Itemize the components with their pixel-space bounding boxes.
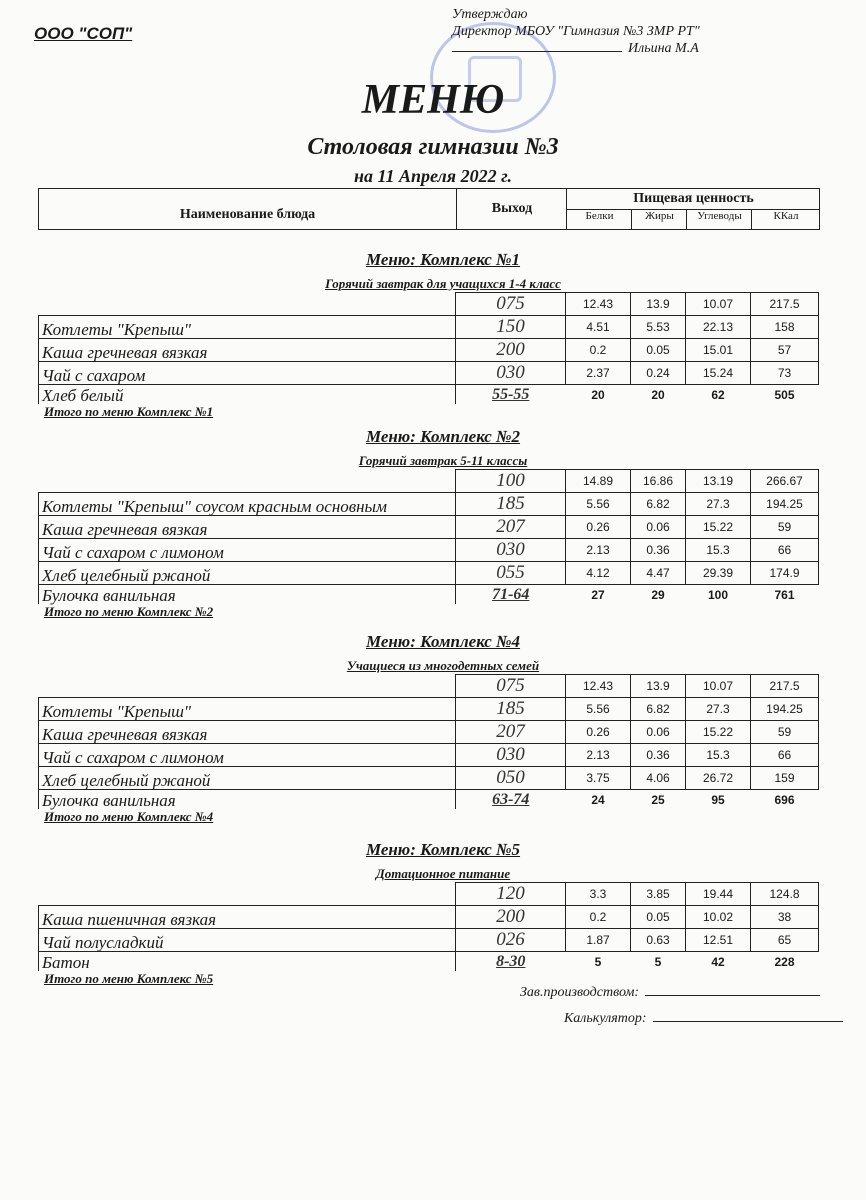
kcal-cell: 73: [751, 362, 819, 385]
carbs-cell: 95: [711, 792, 725, 807]
protein-cell: 4.12: [566, 562, 631, 585]
table-row: [39, 293, 819, 316]
fat-cell: 20: [651, 387, 665, 402]
dish-name-cell: Котлеты "Крепыш": [39, 316, 456, 339]
protein-cell: 5.56: [566, 698, 631, 721]
dish-name-cell: Хлеб белый: [39, 385, 456, 405]
fat-cell: 0.05: [631, 906, 686, 929]
signatures: [520, 985, 843, 1037]
protein-cell: 12.43: [566, 293, 631, 316]
fat-cell: 6.82: [631, 493, 686, 516]
dish-name-cell: Чай с сахаром: [39, 362, 456, 385]
menu-table: [38, 882, 819, 971]
dish-name-cell: Каша пшеничная вязкая: [39, 906, 456, 929]
section-total-label: Итого по меню Комплекс №1: [44, 404, 214, 419]
fat-cell: 29: [651, 587, 665, 602]
yield-cell: 55-55: [492, 385, 530, 403]
page-subtitle: Столовая гимназии №3: [307, 134, 559, 160]
fat-cell: 0.36: [631, 539, 686, 562]
fat-cell: 0.24: [631, 362, 686, 385]
table-row: [39, 562, 819, 585]
carbs-cell: 10.02: [686, 906, 751, 929]
table-row: [39, 698, 819, 721]
production-signature-line: [645, 995, 820, 996]
yield-cell: 207: [456, 721, 566, 744]
kcal-cell: 194.25: [751, 698, 819, 721]
yield-cell: 200: [456, 339, 566, 362]
carbs-cell: 19.44: [686, 883, 751, 906]
section-title: Меню: Комплекс №4: [365, 632, 521, 651]
protein-cell: 12.43: [566, 675, 631, 698]
kcal-cell: 66: [751, 539, 819, 562]
table-row: [39, 339, 819, 362]
protein-cell: 3.3: [566, 883, 631, 906]
approval-block: [452, 6, 700, 57]
header-fat: Жиры: [631, 210, 687, 229]
yield-cell: 026: [456, 929, 566, 952]
yield-cell: 055: [456, 562, 566, 585]
table-row: [39, 675, 819, 698]
header-carbs: Углеводы: [686, 210, 752, 229]
section-subtitle: Горячий завтрак 5-11 классы: [358, 453, 528, 468]
section-title: Меню: Комплекс №5: [365, 840, 521, 859]
table-row: [39, 906, 819, 929]
dish-name-cell: [39, 883, 456, 906]
yield-cell: 100: [456, 470, 566, 493]
kcal-cell: 696: [774, 792, 795, 807]
yield-cell: 8-30: [496, 952, 526, 970]
table-row: [39, 744, 819, 767]
dish-name-cell: Хлеб целебный ржаной: [39, 767, 456, 790]
kcal-cell: 158: [751, 316, 819, 339]
table-row: [39, 585, 819, 605]
dish-name-cell: Чай полусладкий: [39, 929, 456, 952]
dish-name-cell: Булочка ванильная: [39, 585, 456, 605]
carbs-cell: 29.39: [686, 562, 751, 585]
header-kcal: ККал: [751, 210, 820, 229]
dish-name-cell: Котлеты "Крепыш": [39, 698, 456, 721]
director-name: Ильина М.А: [628, 41, 699, 56]
yield-cell: 71-64: [492, 585, 530, 603]
header-protein: Белки: [566, 210, 632, 229]
dish-name-cell: [39, 470, 456, 493]
protein-cell: 5.56: [566, 493, 631, 516]
table-row: [39, 385, 819, 405]
menu-table: [38, 469, 819, 604]
table-row: [39, 516, 819, 539]
kcal-cell: 266.67: [751, 470, 819, 493]
kcal-cell: 217.5: [751, 293, 819, 316]
protein-cell: 2.37: [566, 362, 631, 385]
yield-cell: 150: [456, 316, 566, 339]
carbs-cell: 26.72: [686, 767, 751, 790]
protein-cell: 2.13: [566, 744, 631, 767]
table-row: [39, 721, 819, 744]
calculator-label: Калькулятор:: [564, 1011, 647, 1026]
dish-name-cell: Котлеты "Крепыш" соусом красным основным: [39, 493, 456, 516]
table-row: [39, 470, 819, 493]
section-total-label: Итого по меню Комплекс №5: [44, 971, 214, 986]
table-row: [39, 362, 819, 385]
table-row: [39, 493, 819, 516]
section-complex-5: [38, 840, 818, 987]
production-label: Зав.производством:: [520, 985, 640, 1000]
fat-cell: 4.47: [631, 562, 686, 585]
kcal-cell: 159: [751, 767, 819, 790]
kcal-cell: 57: [751, 339, 819, 362]
dish-name-cell: Булочка ванильная: [39, 790, 456, 810]
protein-cell: 4.51: [566, 316, 631, 339]
organization-name: ООО "СОП": [34, 24, 133, 43]
dish-name-cell: Каша гречневая вязкая: [39, 339, 456, 362]
protein-cell: 1.87: [566, 929, 631, 952]
menu-date: на 11 Апреля 2022 г.: [354, 166, 512, 186]
table-header: [38, 188, 820, 230]
fat-cell: 0.63: [631, 929, 686, 952]
header-yield: Выход: [456, 189, 567, 229]
kcal-cell: 59: [751, 516, 819, 539]
table-row: [39, 539, 819, 562]
kcal-cell: 38: [751, 906, 819, 929]
yield-cell: 075: [456, 675, 566, 698]
protein-cell: 20: [591, 387, 605, 402]
yield-cell: 185: [456, 698, 566, 721]
signature-line: [452, 51, 622, 52]
dish-name-cell: Батон: [39, 952, 456, 972]
carbs-cell: 27.3: [686, 493, 751, 516]
kcal-cell: 65: [751, 929, 819, 952]
protein-cell: 0.26: [566, 516, 631, 539]
fat-cell: 0.06: [631, 516, 686, 539]
table-row: [39, 316, 819, 339]
dish-name-cell: Чай с сахаром с лимоном: [39, 539, 456, 562]
protein-cell: 27: [591, 587, 605, 602]
carbs-cell: 15.3: [686, 744, 751, 767]
kcal-cell: 66: [751, 744, 819, 767]
fat-cell: 3.85: [631, 883, 686, 906]
yield-cell: 030: [456, 362, 566, 385]
table-row: [39, 929, 819, 952]
section-subtitle: Горячий завтрак для учащихся 1-4 класс: [325, 276, 561, 291]
carbs-cell: 62: [711, 387, 725, 402]
protein-cell: 0.2: [566, 339, 631, 362]
dish-name-cell: [39, 675, 456, 698]
protein-cell: 3.75: [566, 767, 631, 790]
section-title: Меню: Комплекс №1: [365, 250, 521, 269]
carbs-cell: 15.24: [686, 362, 751, 385]
kcal-cell: 194.25: [751, 493, 819, 516]
fat-cell: 25: [651, 792, 665, 807]
fat-cell: 0.05: [631, 339, 686, 362]
section-title: Меню: Комплекс №2: [365, 427, 521, 446]
dish-name-cell: Хлеб целебный ржаной: [39, 562, 456, 585]
section-complex-2: [38, 427, 818, 620]
yield-cell: 185: [456, 493, 566, 516]
table-row: [39, 883, 819, 906]
yield-cell: 200: [456, 906, 566, 929]
carbs-cell: 13.19: [686, 470, 751, 493]
approval-label: Утверждаю: [452, 7, 528, 22]
yield-cell: 207: [456, 516, 566, 539]
fat-cell: 5: [654, 954, 662, 969]
yield-cell: 63-74: [492, 790, 530, 808]
kcal-cell: 59: [751, 721, 819, 744]
yield-cell: 120: [456, 883, 566, 906]
kcal-cell: 124.8: [751, 883, 819, 906]
carbs-cell: 10.07: [686, 293, 751, 316]
dish-name-cell: Каша гречневая вязкая: [39, 516, 456, 539]
fat-cell: 0.36: [631, 744, 686, 767]
yield-cell: 050: [456, 767, 566, 790]
yield-cell: 030: [456, 744, 566, 767]
carbs-cell: 22.13: [686, 316, 751, 339]
dish-name-cell: Каша гречневая вязкая: [39, 721, 456, 744]
section-total-label: Итого по меню Комплекс №2: [44, 604, 214, 619]
yield-cell: 075: [456, 293, 566, 316]
carbs-cell: 42: [711, 954, 725, 969]
approval-position: Директор МБОУ "Гимназия №3 ЗМР РТ": [452, 24, 700, 39]
section-subtitle: Учащиеся из многодетных семей: [346, 658, 540, 673]
fat-cell: 13.9: [631, 293, 686, 316]
carbs-cell: 27.3: [686, 698, 751, 721]
menu-table: [38, 674, 819, 809]
kcal-cell: 174.9: [751, 562, 819, 585]
dish-name-cell: [39, 293, 456, 316]
carbs-cell: 15.22: [686, 516, 751, 539]
header-name: Наименование блюда: [179, 207, 316, 222]
kcal-cell: 217.5: [751, 675, 819, 698]
fat-cell: 16.86: [631, 470, 686, 493]
kcal-cell: 505: [774, 387, 795, 402]
section-subtitle: Дотационное питание: [375, 866, 511, 881]
dish-name-cell: Чай с сахаром с лимоном: [39, 744, 456, 767]
fat-cell: 6.82: [631, 698, 686, 721]
carbs-cell: 15.22: [686, 721, 751, 744]
table-row: [39, 767, 819, 790]
carbs-cell: 10.07: [686, 675, 751, 698]
carbs-cell: 15.01: [686, 339, 751, 362]
protein-cell: 0.2: [566, 906, 631, 929]
section-total-label: Итого по меню Комплекс №4: [44, 809, 214, 824]
kcal-cell: 761: [774, 587, 795, 602]
table-row: [39, 952, 819, 972]
fat-cell: 13.9: [631, 675, 686, 698]
calculator-signature-line: [653, 1021, 843, 1022]
yield-cell: 030: [456, 539, 566, 562]
kcal-cell: 228: [774, 954, 795, 969]
fat-cell: 0.06: [631, 721, 686, 744]
page-title: МЕНЮ: [361, 77, 505, 123]
menu-table: [38, 292, 819, 404]
table-row: [39, 790, 819, 810]
protein-cell: 5: [594, 954, 602, 969]
carbs-cell: 15.3: [686, 539, 751, 562]
section-complex-4: [38, 632, 818, 825]
fat-cell: 4.06: [631, 767, 686, 790]
protein-cell: 24: [591, 792, 605, 807]
fat-cell: 5.53: [631, 316, 686, 339]
protein-cell: 14.89: [566, 470, 631, 493]
carbs-cell: 12.51: [686, 929, 751, 952]
section-complex-1: [38, 250, 818, 420]
protein-cell: 0.26: [566, 721, 631, 744]
carbs-cell: 100: [707, 587, 729, 602]
protein-cell: 2.13: [566, 539, 631, 562]
header-nutrition: Пищевая ценность: [566, 189, 820, 210]
